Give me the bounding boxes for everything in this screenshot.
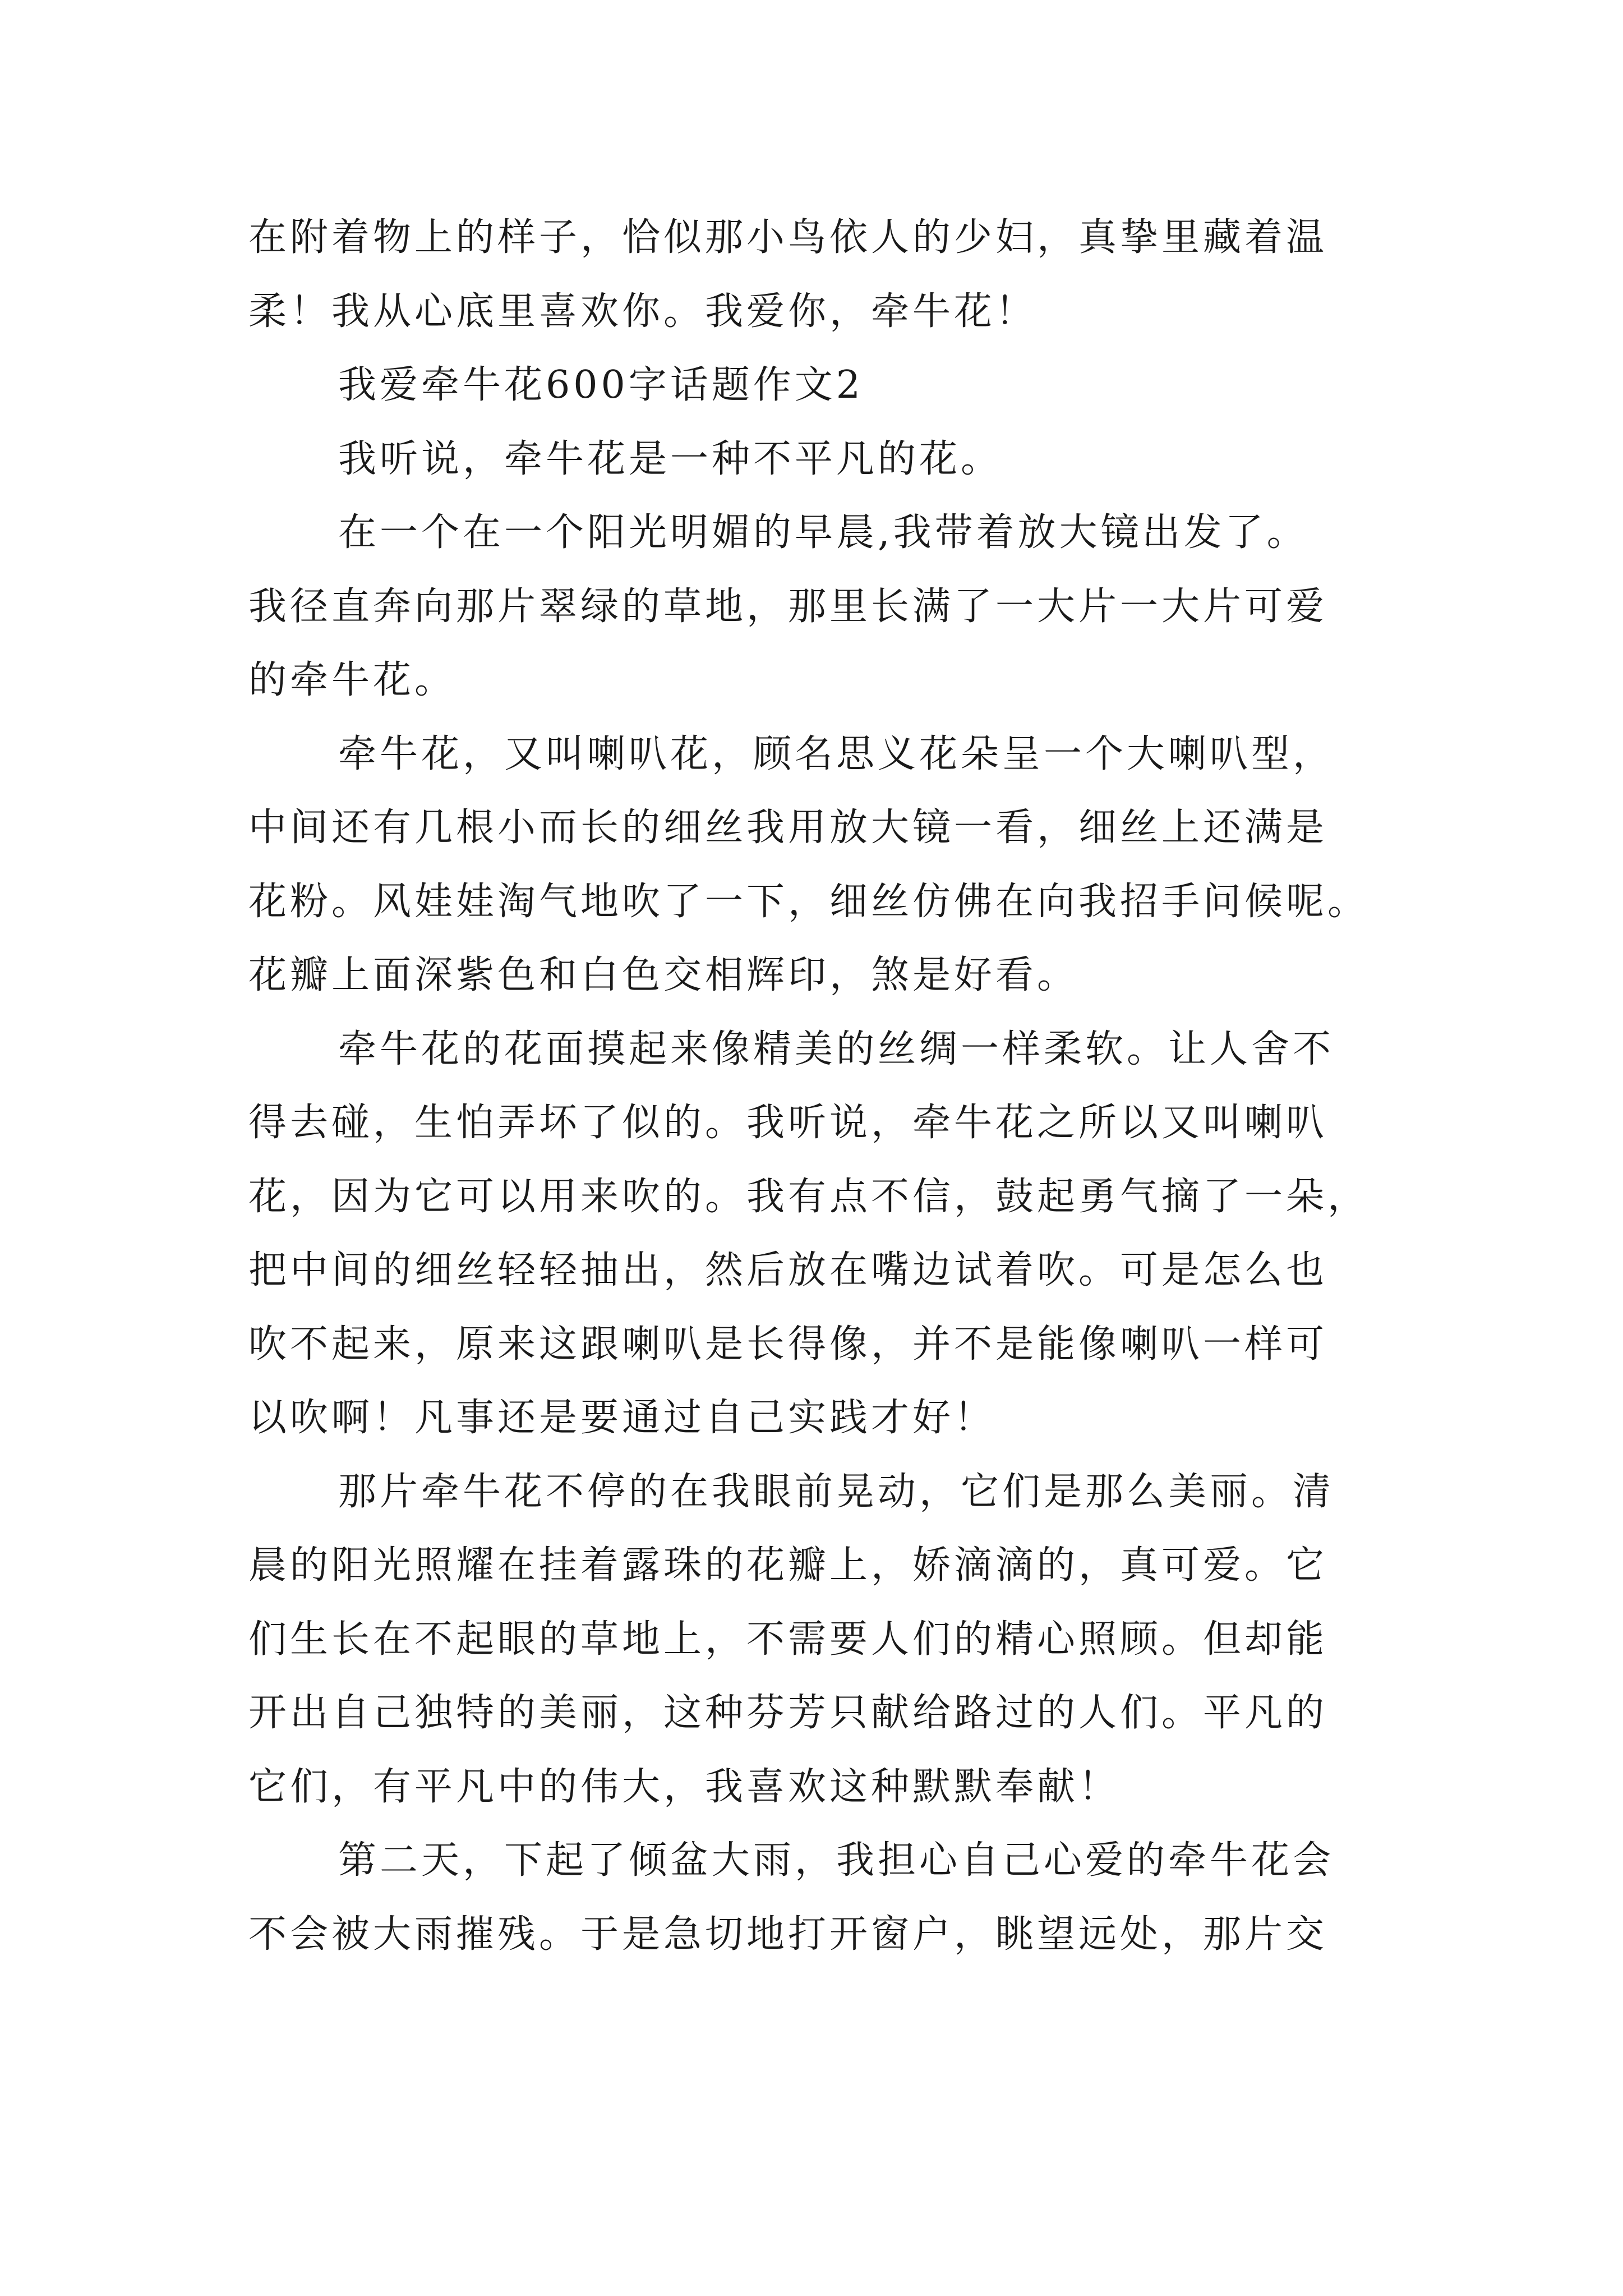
text-line: 牵牛花，又叫喇叭花，顾名思义花朵呈一个大喇叭型，	[338, 731, 1335, 776]
text-line: 晨的阳光照耀在挂着露珠的花瓣上，娇滴滴的，真可爱。它	[248, 1543, 1328, 1588]
text-line: 柔！我从心底里喜欢你。我爱你，牵牛花！	[248, 289, 1038, 334]
text-line: 第二天，下起了倾盆大雨，我担心自己心爱的牵牛花会	[338, 1838, 1335, 1883]
text-line: 花，因为它可以用来吹的。我有点不信，鼓起勇气摘了一朵，	[248, 1174, 1370, 1219]
document-body	[248, 201, 1393, 1971]
section-title: 我爱牵牛花600字话题作文2	[338, 363, 864, 407]
text-line: 花粉。风娃娃淘气地吹了一下，细丝仿佛在向我招手问候呢。	[248, 879, 1370, 924]
text-line: 在附着物上的样子，恰似那小鸟依人的少妇，真挚里藏着温	[248, 215, 1328, 260]
text-line: 吹不起来，原来这跟喇叭是长得像，并不是能像喇叭一样可	[248, 1322, 1328, 1366]
text-line: 我听说，牵牛花是一种不平凡的花。	[338, 436, 1003, 481]
text-line: 开出自己独特的美丽，这种芬芳只献给路过的人们。平凡的	[248, 1691, 1328, 1735]
text-line: 牵牛花的花面摸起来像精美的丝绸一样柔软。让人舍不	[338, 1027, 1335, 1071]
text-line: 中间还有几根小而长的细丝我用放大镜一看，细丝上还满是	[248, 806, 1328, 850]
text-line: 它们，有平凡中的伟大，我喜欢这种默默奉献！	[248, 1764, 1121, 1809]
text-line: 把中间的细丝轻轻抽出，然后放在嘴边试着吹。可是怎么也	[248, 1248, 1328, 1292]
text-line: 在一个在一个阳光明媚的早晨,我带着放大镜出发了。	[338, 510, 1308, 555]
text-line: 那片牵牛花不停的在我眼前晃动，它们是那么美丽。清	[338, 1469, 1335, 1514]
text-line: 以吹啊！凡事还是要通过自己实践才好！	[248, 1396, 996, 1440]
text-line: 花瓣上面深紫色和白色交相辉印，煞是好看。	[248, 953, 1079, 997]
text-line: 得去碰，生怕弄坏了似的。我听说，牵牛花之所以又叫喇叭	[248, 1101, 1328, 1145]
text-line: 不会被大雨摧残。于是急切地打开窗户，眺望远处，那片交	[248, 1912, 1328, 1957]
text-line: 们生长在不起眼的草地上，不需要人们的精心照顾。但却能	[248, 1617, 1328, 1662]
text-line: 的牵牛花。	[248, 658, 457, 702]
text-line: 我径直奔向那片翠绿的草地，那里长满了一大片一大片可爱	[248, 584, 1328, 629]
